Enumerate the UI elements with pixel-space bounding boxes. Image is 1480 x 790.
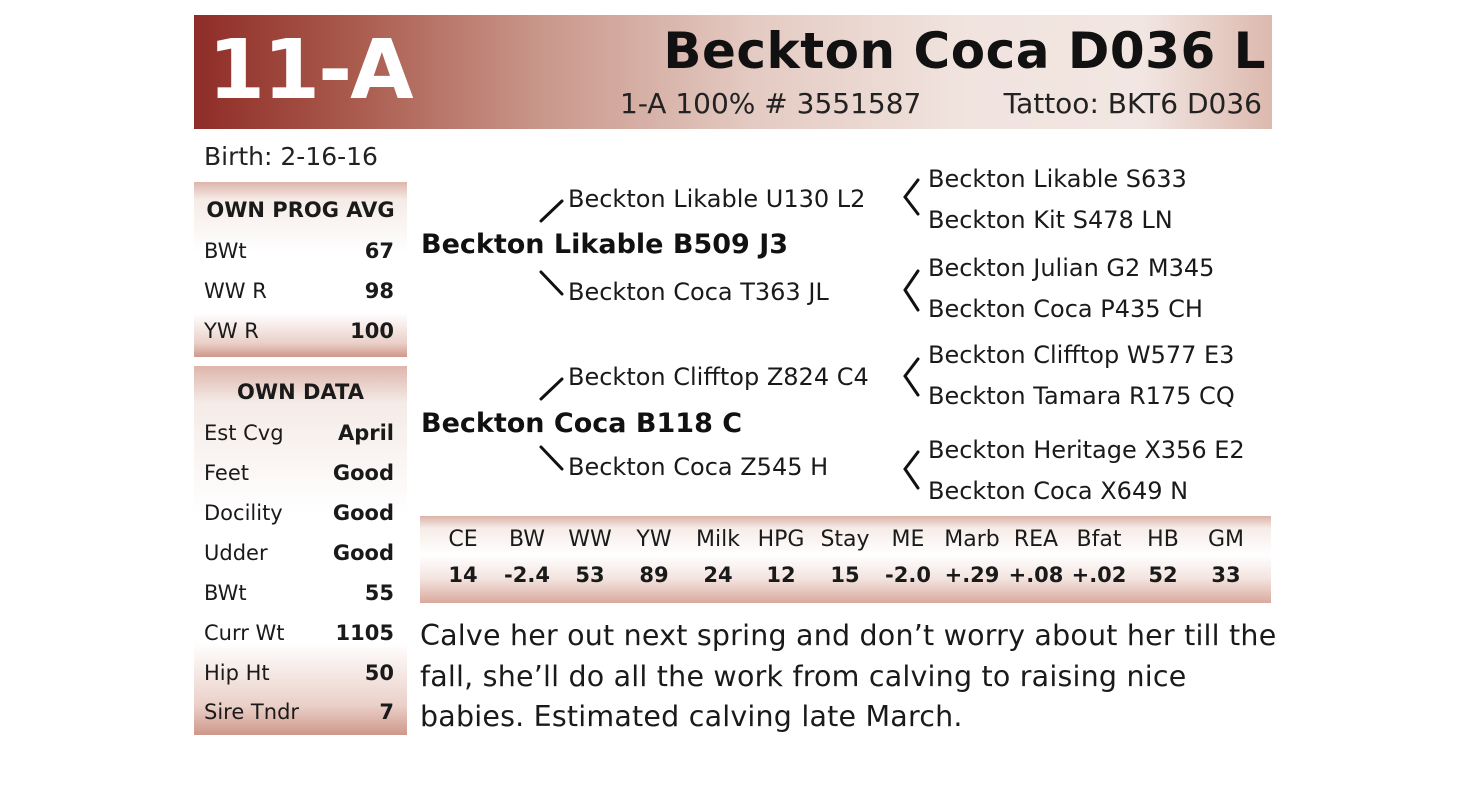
own-data-value: Good — [332, 541, 394, 565]
own-data-label: Hip Ht — [204, 661, 270, 685]
pedigree-sss: Beckton Likable S633 — [928, 165, 1187, 193]
own-data-value: 50 — [364, 661, 394, 685]
pedigree-dam: Beckton Coca B118 C — [421, 408, 743, 439]
epd-label: YW — [636, 527, 672, 552]
epd-value: 24 — [703, 563, 733, 587]
own-data-value: 1105 — [335, 621, 394, 645]
own-data-value: Good — [332, 501, 394, 525]
prog-row-value: 67 — [364, 239, 394, 263]
registration-number: 1-A 100% # 3551587 — [620, 87, 922, 120]
pedigree-dss: Beckton Clifftop W577 E3 — [928, 341, 1235, 369]
epd-value: -2.0 — [885, 563, 931, 587]
pedigree-dam-dam: Beckton Coca Z545 H — [568, 453, 829, 481]
epd-label: Bfat — [1076, 527, 1122, 552]
epd-label: HPG — [757, 527, 805, 552]
prog-row-label: YW R — [204, 319, 259, 343]
own-data-label: Sire Tndr — [204, 700, 300, 724]
epd-value: -2.4 — [504, 563, 550, 587]
lot-number: 11-A — [208, 23, 412, 118]
own-prog-avg-title: OWN PROG AVG — [206, 198, 395, 222]
pedigree-dsd: Beckton Tamara R175 CQ — [928, 382, 1235, 410]
own-data-label: Docility — [204, 501, 283, 525]
epd-value: 12 — [766, 563, 796, 587]
epd-value: 52 — [1148, 563, 1178, 587]
prog-row-value: 98 — [364, 279, 394, 303]
pedigree-sire-dam: Beckton Coca T363 JL — [568, 278, 829, 306]
connector-line — [541, 379, 562, 399]
own-data-label: Est Cvg — [204, 421, 284, 445]
own-data-label: Feet — [204, 461, 250, 485]
own-data-value: 55 — [364, 581, 394, 605]
epd-label: ME — [891, 527, 925, 552]
pedigree-sds: Beckton Julian G2 M345 — [928, 254, 1215, 282]
pedigree-ssd: Beckton Kit S478 LN — [928, 206, 1173, 234]
prog-row-value: 100 — [350, 319, 394, 343]
epd-label: Stay — [820, 527, 870, 552]
epd-label: WW — [568, 527, 612, 552]
epd-label: GM — [1207, 527, 1245, 552]
own-data-label: BWt — [204, 581, 247, 605]
epd-value: +.02 — [1071, 563, 1127, 587]
epd-value: 15 — [830, 563, 860, 587]
epd-value: 53 — [575, 563, 605, 587]
connector-bracket — [905, 271, 918, 310]
tattoo: Tattoo: BKT6 D036 — [1003, 87, 1262, 120]
pedigree-sire-sire: Beckton Likable U130 L2 — [568, 185, 866, 213]
epd-value: +.08 — [1008, 563, 1064, 587]
own-data-label: Curr Wt — [204, 621, 285, 645]
own-data-value: Good — [332, 461, 394, 485]
connector-line — [541, 272, 562, 294]
epd-label: CE — [448, 527, 478, 552]
own-data-value: April — [337, 421, 394, 445]
epd-label: Marb — [944, 527, 1000, 552]
pedigree-dam-sire: Beckton Clifftop Z824 C4 — [568, 363, 869, 391]
own-data-value: 7 — [379, 700, 394, 724]
connector-line — [541, 447, 562, 469]
epd-label: Milk — [696, 527, 740, 552]
own-data-title: OWN DATA — [237, 380, 364, 404]
connector-bracket — [905, 452, 918, 488]
pedigree-dds: Beckton Heritage X356 E2 — [928, 436, 1245, 464]
pedigree-sire: Beckton Likable B509 J3 — [421, 229, 789, 260]
pedigree-ddd: Beckton Coca X649 N — [928, 477, 1189, 505]
connector-bracket — [905, 180, 918, 214]
animal-name: Beckton Coca D036 L — [663, 22, 1266, 80]
epd-value: 89 — [639, 563, 669, 587]
prog-row-label: WW R — [204, 279, 267, 303]
prog-row-label: BWt — [204, 239, 247, 263]
epd-value: 14 — [448, 563, 478, 587]
own-data-label: Udder — [204, 541, 268, 565]
epd-label: HB — [1147, 527, 1179, 552]
birth-date: Birth: 2-16-16 — [204, 142, 378, 171]
epd-label: BW — [508, 527, 546, 552]
epd-value: +.29 — [944, 563, 1000, 587]
connector-bracket — [905, 359, 918, 395]
comments-text: Calve her out next spring and don’t worry about her till the fall, she’ll do all the work from calving to raising nice babies. Estimated calving late March. — [420, 619, 1277, 733]
epd-table — [420, 516, 1271, 603]
connector-line — [541, 201, 562, 221]
pedigree-sdd: Beckton Coca P435 CH — [928, 295, 1203, 323]
epd-label: REA — [1013, 527, 1059, 552]
epd-value: 33 — [1211, 563, 1241, 587]
